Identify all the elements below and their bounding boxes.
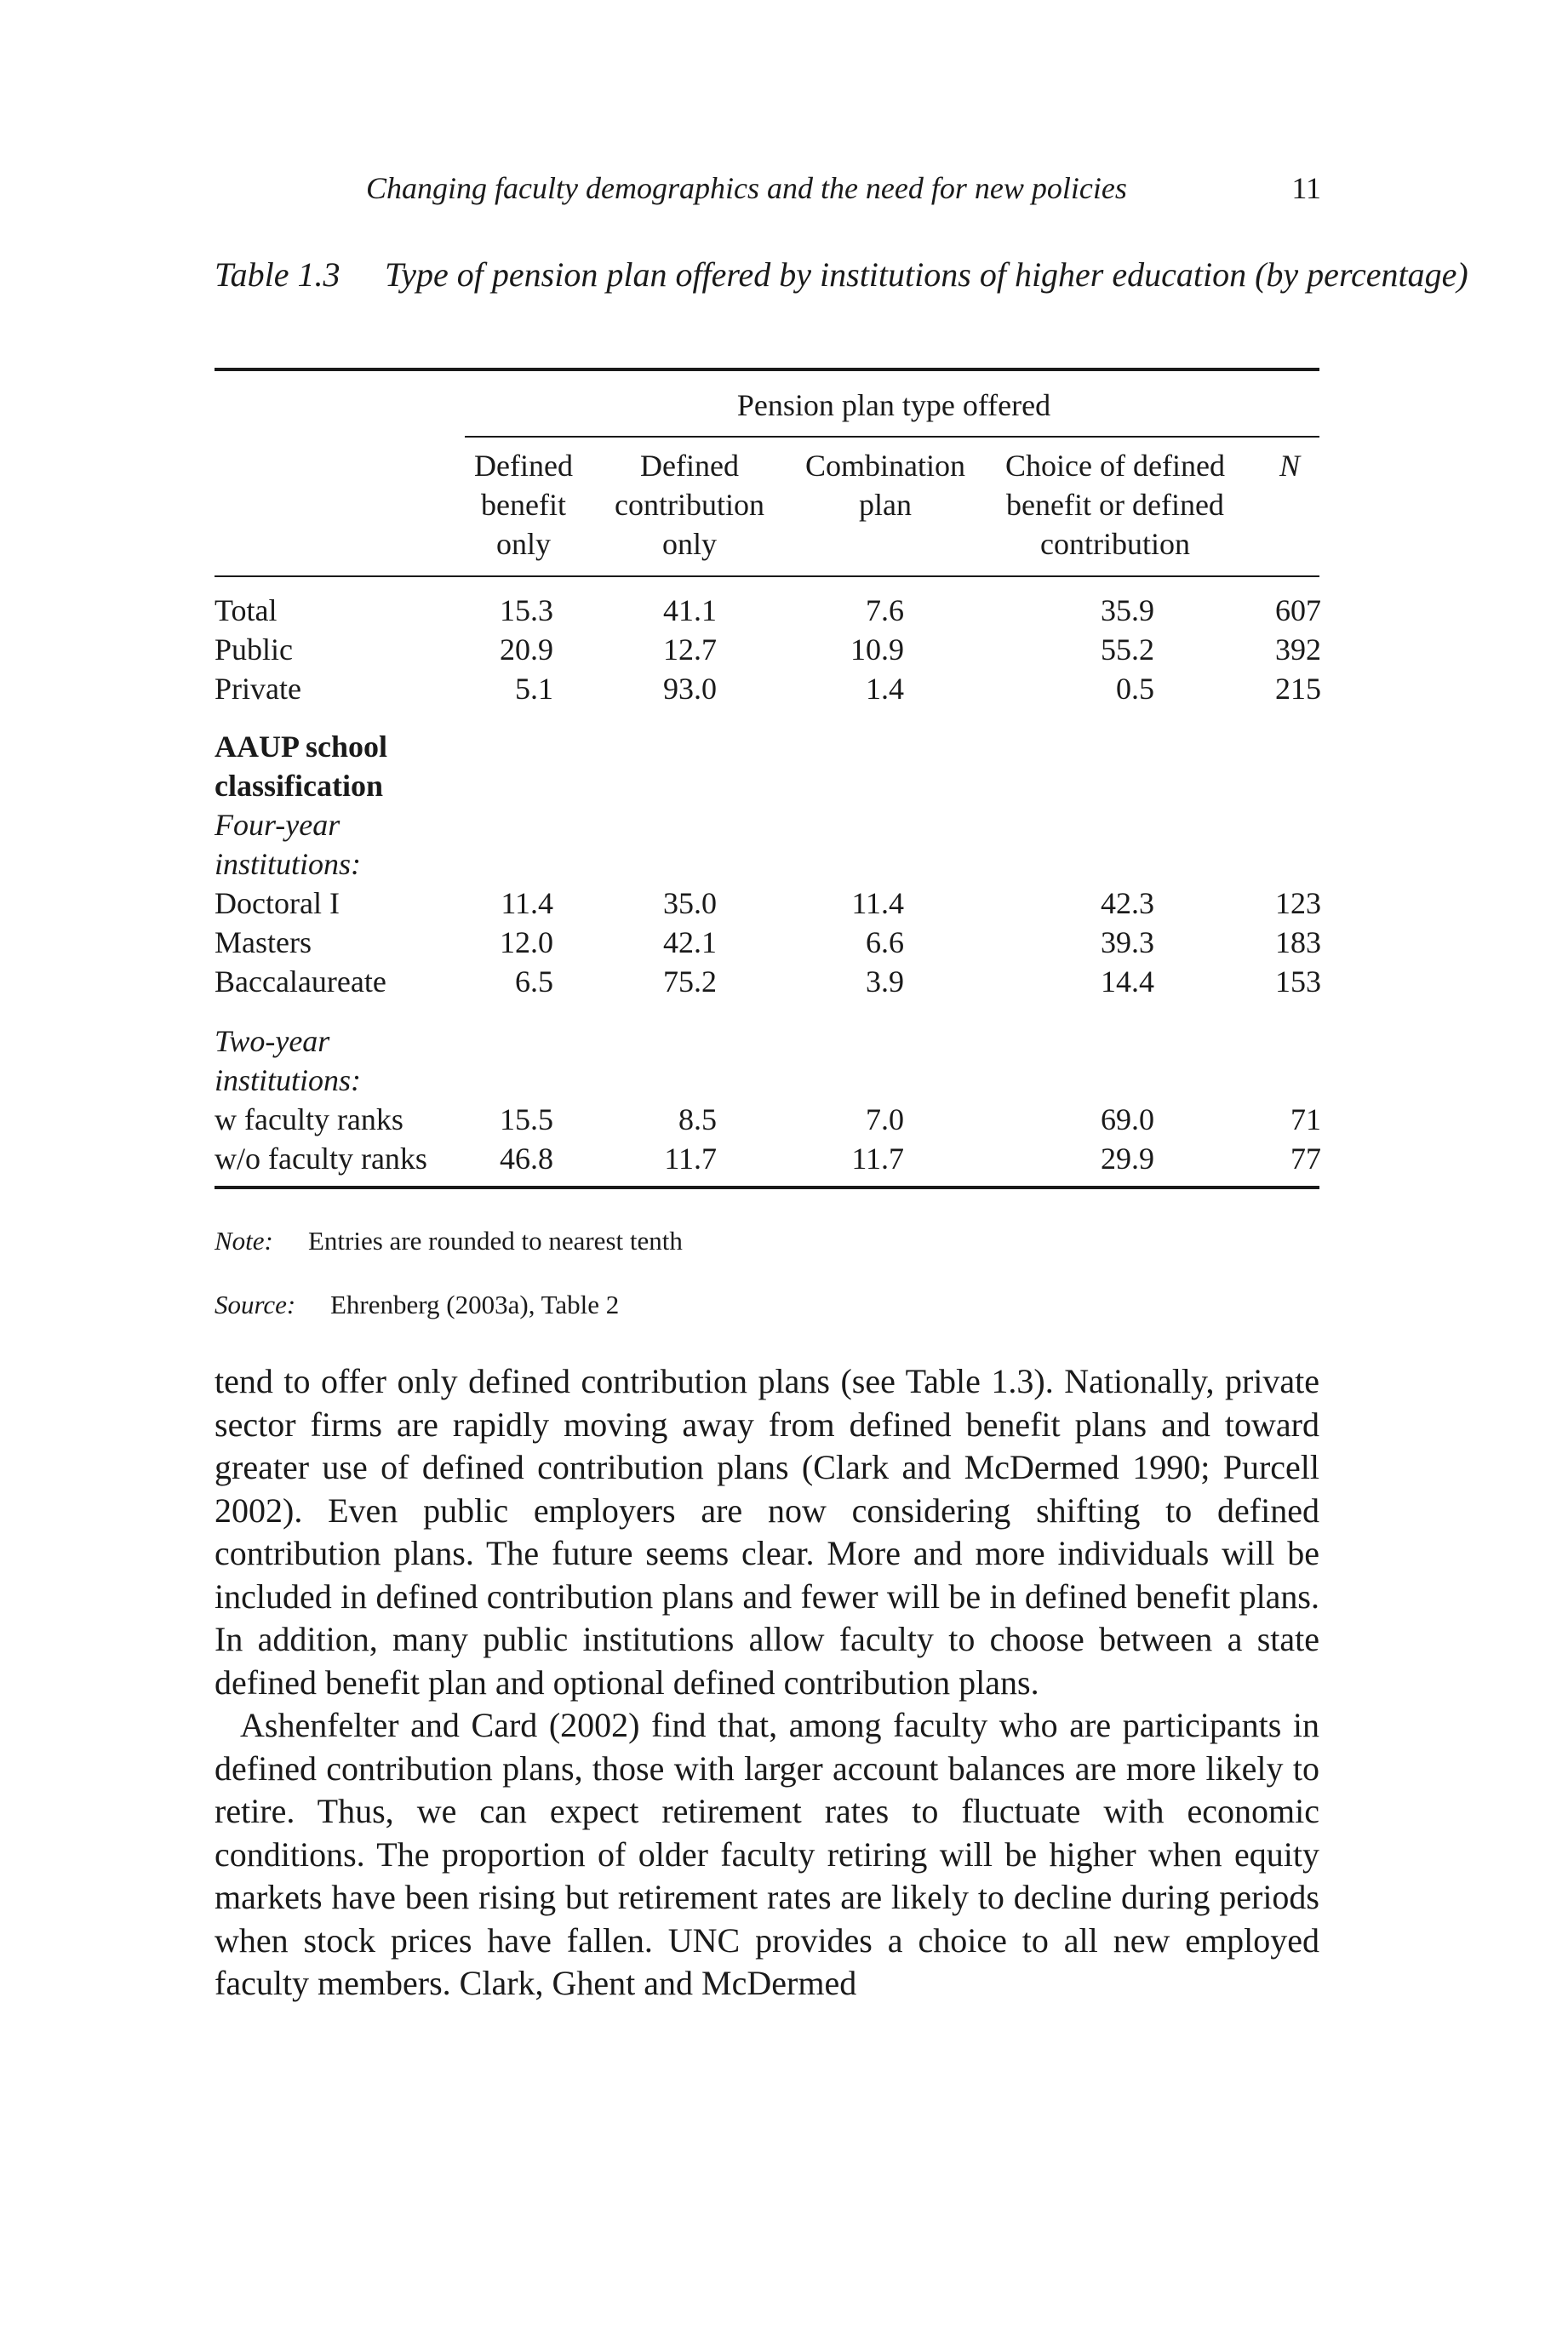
table-cell: 183 <box>1275 925 1321 959</box>
table-label: Table 1.3 <box>215 255 340 294</box>
paragraph: tend to offer only defined contribution plans (see Table 1.3). Nationally, private sector firms are rapidly moving away from defined benefit plans and toward greater use of defined contribution plans (Clark and McDermed 1990; Purcell 2002). Even public employers are now considering shifting to defined contribution plans. The future seems clear. More and more individuals will be included in defined contribution plans and fewer will be in defined benefit plans. In addition, many public institutions allow faculty to choose between a state defined benefit plan and optional defined contribution plans. <box>215 1362 1319 1702</box>
table-cell: 39.3 <box>1101 925 1154 959</box>
table-top-rule <box>215 368 1319 371</box>
table-cell: 1.4 <box>866 672 904 706</box>
row-label: Baccalaureate <box>215 964 386 999</box>
source-text: Ehrenberg (2003a), Table 2 <box>330 1290 620 1319</box>
table-cell: 42.1 <box>663 925 717 959</box>
paragraph: Ashenfelter and Card (2002) find that, among faculty who are participants in defined contribution plans, those with larger account balances are more likely to retire. Thus, we can expect retirement rates to fluctuate with economic conditions. The proportion of older faculty retiring will be higher when equity markets have been rising but retirement rates are likely to decline during periods when stock prices have fallen. UNC provides a choice to all new employed faculty members. Clark, Ghent and McDermed <box>215 1706 1319 2002</box>
table-cell: 15.5 <box>500 1102 553 1136</box>
table-cell: 42.3 <box>1101 886 1154 920</box>
spanner-rule <box>465 436 1319 438</box>
table-cell: 41.1 <box>663 593 717 627</box>
table-cell: 6.5 <box>515 964 553 999</box>
table-cell: 69.0 <box>1101 1102 1154 1136</box>
table-cell: 7.0 <box>866 1102 904 1136</box>
row-label: Private <box>215 672 301 706</box>
table-cell: 35.0 <box>663 886 717 920</box>
table-cell: 6.6 <box>866 925 904 959</box>
column-header-line: benefit <box>481 488 566 522</box>
table-title: Type of pension plan offered by institutions of higher education (by percentage) <box>385 255 1468 294</box>
table-cell: 10.9 <box>850 632 904 667</box>
table-cell: 7.6 <box>866 593 904 627</box>
column-header-line: contribution <box>615 488 764 522</box>
table-cell: 11.4 <box>501 886 553 920</box>
row-label: w/o faculty ranks <box>215 1142 427 1176</box>
table-cell: 71 <box>1290 1102 1321 1136</box>
row-label: Masters <box>215 925 312 959</box>
table-note <box>215 1226 683 1256</box>
column-header-line: only <box>661 527 717 561</box>
table-cell: 11.4 <box>851 886 904 920</box>
two-year-subheading: Two-year <box>215 1024 330 1058</box>
column-header-line: Combination <box>805 449 965 483</box>
running-head: Changing faculty demographics and the need for new policies <box>366 171 1127 205</box>
table-cell: 123 <box>1275 886 1321 920</box>
table-cell: 29.9 <box>1101 1142 1154 1176</box>
table-cell: 77 <box>1290 1142 1321 1176</box>
column-header-line: only <box>495 527 551 561</box>
body-text <box>215 1360 1319 2006</box>
two-year-subheading: institutions: <box>215 1063 362 1097</box>
table-cell: 11.7 <box>851 1142 904 1176</box>
column-spanner: Pension plan type offered <box>736 388 1051 422</box>
table-cell: 607 <box>1275 593 1321 627</box>
table-source <box>215 1290 619 1320</box>
table-cell: 8.5 <box>678 1102 717 1136</box>
table-cell: 3.9 <box>866 964 904 999</box>
table-cell: 20.9 <box>500 632 553 667</box>
table-cell: 55.2 <box>1101 632 1154 667</box>
column-header-line: plan <box>859 488 912 522</box>
row-label: Total <box>215 593 278 627</box>
column-header-line: Defined <box>640 449 739 483</box>
table-cell: 153 <box>1275 964 1321 999</box>
row-label: Doctoral I <box>215 886 340 920</box>
column-header-n: N <box>1279 449 1300 483</box>
row-label: w faculty ranks <box>215 1102 403 1136</box>
row-label: Public <box>215 632 294 667</box>
table-cell: 0.5 <box>1116 672 1154 706</box>
column-header-line: contribution <box>1040 527 1190 561</box>
table-cell: 12.7 <box>663 632 717 667</box>
header-rule <box>215 575 1319 577</box>
table-cell: 215 <box>1275 672 1321 706</box>
four-year-subheading: institutions: <box>215 847 362 881</box>
aaup-heading: AAUP school <box>215 730 388 764</box>
column-header-line: Defined <box>474 449 573 483</box>
column-header-line: Choice of defined <box>1005 449 1225 483</box>
table-cell: 392 <box>1275 632 1321 667</box>
table-cell: 35.9 <box>1101 593 1154 627</box>
table-cell: 14.4 <box>1101 964 1154 999</box>
note-label: Note: <box>215 1226 273 1256</box>
note-text: Entries are rounded to nearest tenth <box>308 1226 683 1256</box>
aaup-heading: classification <box>215 769 383 803</box>
table-cell: 46.8 <box>500 1142 553 1176</box>
table-cell: 15.3 <box>500 593 553 627</box>
table-cell: 93.0 <box>663 672 717 706</box>
table-cell: 5.1 <box>515 672 553 706</box>
table-cell: 11.7 <box>664 1142 717 1176</box>
page-number: 11 <box>1291 171 1321 205</box>
table-cell: 12.0 <box>500 925 553 959</box>
four-year-subheading: Four-year <box>215 808 340 842</box>
table-cell: 75.2 <box>663 964 717 999</box>
column-header-line: benefit or defined <box>1006 488 1224 522</box>
source-label: Source: <box>215 1290 296 1319</box>
table-bottom-rule <box>215 1186 1319 1189</box>
